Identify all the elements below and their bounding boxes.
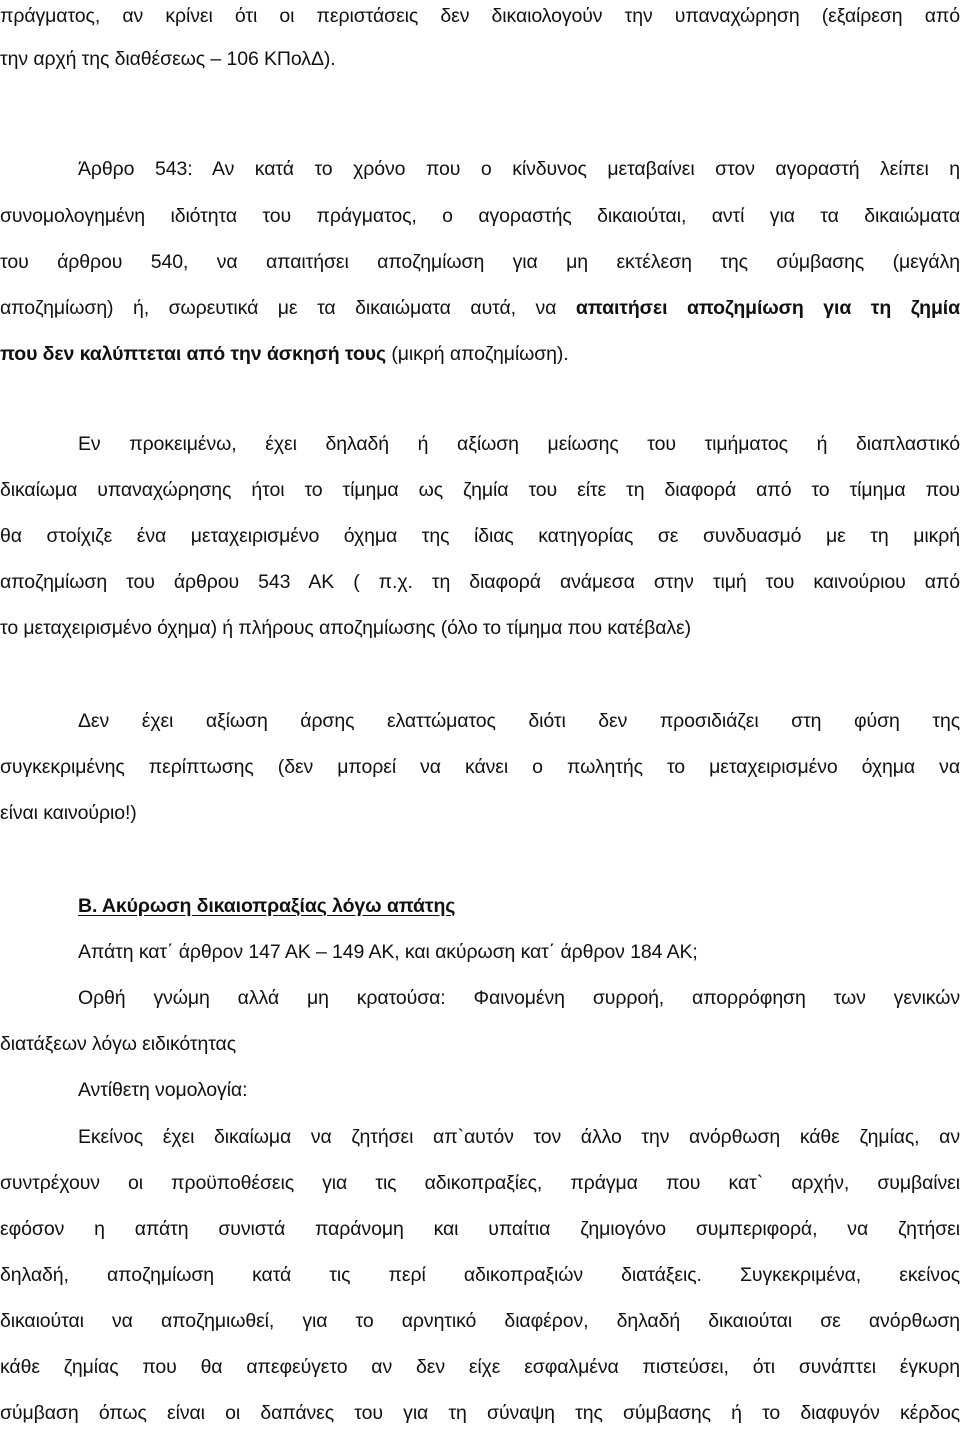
text-line: Εν προκειμένω, έχει δηλαδή ή αξίωση μείωσης του τιμήματος ή διαπλαστικό — [78, 433, 960, 455]
text-line: διατάξεων λόγω ειδικότητας — [0, 1033, 237, 1055]
text-line: Εκείνος έχει δικαίωμα να ζητήσει απ`αυτόν τον άλλο την ανόρθωση κάθε ζημίας, αν — [78, 1126, 960, 1148]
text-line: πράγματος, αν κρίνει ότι οι περιστάσεις δεν δικαιολογούν την υπαναχώρηση (εξαίρεση από — [0, 5, 960, 27]
text-line: Ορθή γνώμη αλλά μη κρατούσα: Φαινομένη συρροή, απορρόφηση των γενικών — [78, 987, 960, 1009]
text-line: συνομολογημένη ιδιότητα του πράγματος, ο αγοραστής δικαιούται, αντί για τα δικαιώματα — [0, 205, 960, 227]
text-line: αποζημίωση του άρθρου 543 ΑΚ ( π.χ. τη διαφορά ανάμεσα στην τιμή του καινούριου από — [0, 571, 960, 593]
text-line: συντρέχουν οι προϋποθέσεις για τις αδικοπραξίες, πράγμα που κατ` αρχήν, συμβαίνει — [0, 1172, 960, 1194]
text-line: θα στοίχιζε ένα μεταχειρισμένο όχημα της ίδιας κατηγορίας σε συνδυασμό με τη μικρή — [0, 525, 960, 547]
text-line: Αντίθετη νομολογία: — [78, 1079, 248, 1101]
text-line: εφόσον η απάτη συνιστά παράνομη και υπαίτια ζημιογόνο συμπεριφορά, να ζητήσει — [0, 1218, 960, 1240]
text-line: Άρθρο 543: Αν κατά το χρόνο που ο κίνδυνος μεταβαίνει στον αγοραστή λείπει η — [78, 158, 960, 180]
text-line: Δεν έχει αξίωση άρσης ελαττώματος διότι δεν προσιδιάζει στη φύση της — [78, 710, 960, 732]
section-heading: Β. Ακύρωση δικαιοπραξίας λόγω απάτης — [78, 895, 456, 917]
text-line: σύμβαση όπως είναι οι δαπάνες του για τη σύναψη της σύμβασης ή το διαφυγόν κέρδος — [0, 1402, 960, 1424]
text-line: το μεταχειρισμένο όχημα) ή πλήρους αποζημίωσης (όλο το τίμημα που κατέβαλε) — [0, 617, 692, 639]
text-line: Απάτη κατ΄ άρθρον 147 ΑΚ – 149 ΑΚ, και ακύρωση κατ΄ άρθρον 184 ΑΚ; — [78, 941, 698, 963]
text-line: είναι καινούριο!) — [0, 802, 137, 824]
text-line: κάθε ζημίας που θα απεφεύγετο αν δεν είχε εσφαλμένα πιστεύσει, ότι συνάπτει έγκυρη — [0, 1356, 960, 1378]
text-line: του άρθρου 540, να απαιτήσει αποζημίωση για μη εκτέλεση της σύμβασης (μεγάλη — [0, 251, 960, 273]
bold-text-run: που δεν καλύπτεται από την άσκησή τους — [0, 343, 387, 365]
text-line: δικαιούται να αποζημιωθεί, για το αρνητικό διαφέρον, δηλαδή δικαιούται σε ανόρθωση — [0, 1310, 960, 1332]
bold-text-run: απαιτήσει αποζημίωση για τη ζημία — [575, 297, 960, 319]
text-run: αποζημίωση) ή, σωρευτικά με τα δικαιώματα αυτά, να — [0, 297, 576, 319]
text-line: συγκεκριμένης περίπτωσης (δεν μπορεί να κάνει ο πωλητής το μεταχειρισμένο όχημα να — [0, 756, 960, 778]
text-line — [0, 341, 960, 367]
text-run: (μικρή αποζημίωση). — [386, 343, 569, 365]
text-line: την αρχή της διαθέσεως – 106 ΚΠολΔ). — [0, 48, 336, 70]
text-line — [0, 295, 960, 321]
text-line: δηλαδή, αποζημίωση κατά τις περί αδικοπραξιών διατάξεις. Συγκεκριμένα, εκείνος — [0, 1264, 960, 1286]
text-line: δικαίωμα υπαναχώρησης ήτοι το τίμημα ως ζημία του είτε τη διαφορά από το τίμημα που — [0, 479, 960, 501]
